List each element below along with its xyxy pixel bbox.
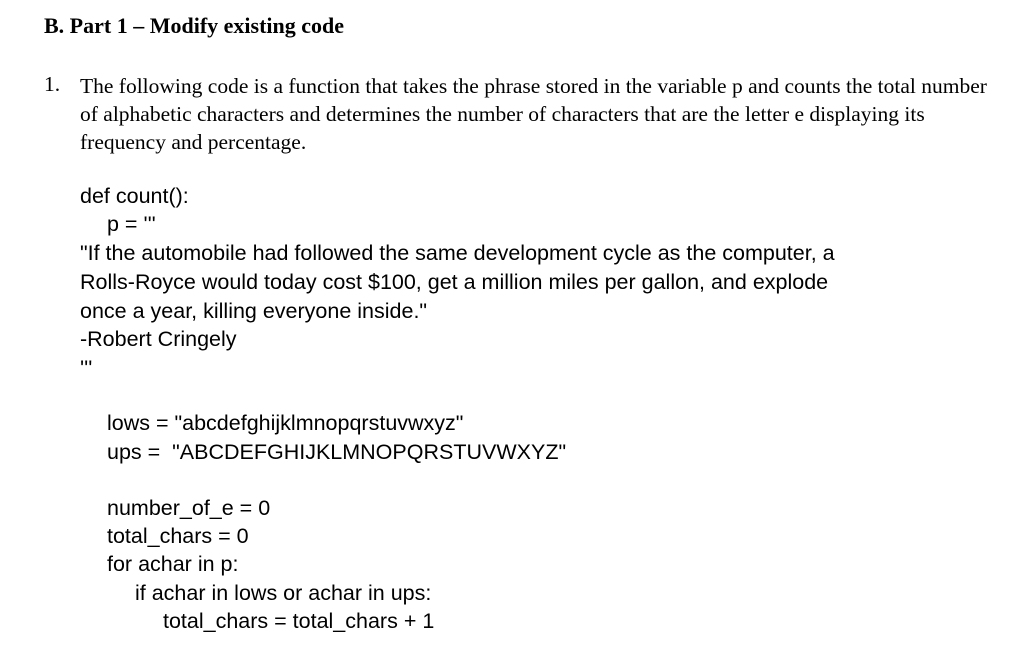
code-line-total-chars: total_chars = 0 (107, 524, 249, 548)
code-line-if: if achar in lows or achar in ups: (135, 581, 432, 605)
code-line-def: def count(): (80, 184, 189, 208)
question-text: The following code is a function that takes the phrase stored in the variable p and counts the total number of alphabetic characters and determines the number of characters that are the letter e displaying its frequency and percentage. (80, 74, 987, 154)
code-line-quote-1: "If the automobile had followed the same development cycle as the computer, a (80, 241, 835, 265)
section-heading: B. Part 1 – Modify existing code (44, 13, 345, 38)
code-line-p-assign: p = ''' (107, 212, 156, 236)
code-line-lows: lows = "abcdefghijklmnopqrstuvwxyz" (107, 411, 464, 435)
code-line-increment: total_chars = total_chars + 1 (163, 609, 435, 633)
code-line-number-of-e: number_of_e = 0 (107, 496, 271, 520)
code-line-ups: ups = "ABCDEFGHIJKLMNOPQRSTUVWXYZ" (107, 440, 567, 464)
code-line-author: -Robert Cringely (80, 327, 237, 351)
code-line-quote-2: Rolls-Royce would today cost $100, get a million miles per gallon, and explode (80, 270, 829, 294)
code-line-triple-quote-close: ''' (80, 356, 93, 380)
code-line-for-loop: for achar in p: (107, 552, 239, 576)
question-number: 1. (44, 72, 61, 96)
code-line-quote-3: once a year, killing everyone inside." (80, 299, 428, 323)
